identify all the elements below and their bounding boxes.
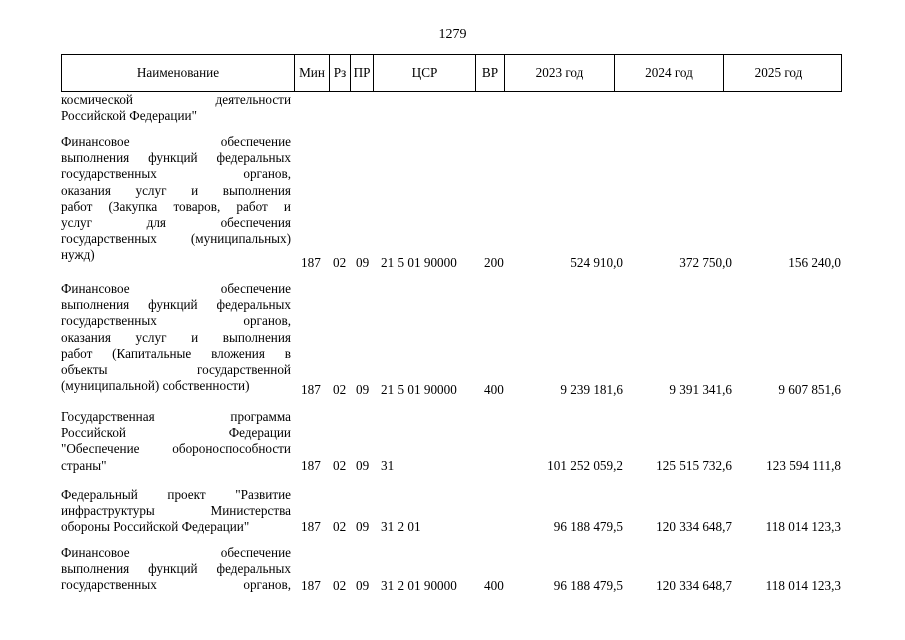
cell-2023: 524 910,0 [570,255,623,270]
cell-rz: 02 [333,382,347,397]
cell-2025: 118 014 123,3 [765,578,841,593]
name-line: выполнения функций федеральных [61,561,291,577]
name-line: космической деятельности [61,92,291,107]
name-line: Финансовое обеспечение [61,281,291,296]
name-line: работ (Закупка товаров, работ и [61,198,291,214]
cell-2023: 101 252 059,2 [547,458,623,473]
name-line: Финансовое обеспечение [61,545,291,560]
name-line: выполнения функций федеральных [61,150,291,166]
cell-min: 187 [301,578,321,593]
name-line: оказания услуг и выполнения [61,182,291,198]
cell-min: 187 [301,255,321,270]
cell-pr: 09 [356,578,370,593]
header-2025: 2025 год [754,65,803,80]
cell-csr: 31 [381,458,395,473]
cell-2024: 9 391 341,6 [669,382,732,397]
cell-rz: 02 [333,458,347,473]
cell-csr: 31 2 01 [381,519,421,534]
cell-2024: 125 515 732,6 [656,458,732,473]
row-values [61,519,842,535]
name-line: государственных органов, [61,313,291,329]
name-line: "Обеспечение обороноспособности [61,441,291,457]
header-pr: ПР [351,55,374,91]
cell-min: 187 [301,458,321,473]
table-header [61,54,842,92]
cell-2023: 9 239 181,6 [560,382,623,397]
name-line: инфраструктуры Министерства [61,503,291,519]
cell-rz: 02 [333,519,347,534]
cell-2025: 9 607 851,6 [778,382,841,397]
name-line: обороны Российской Федерации" [61,519,250,535]
cell-2023: 96 188 479,5 [553,519,623,534]
name-line: Государственная программа [61,409,291,424]
cell-vr: 400 [484,578,504,593]
name-line: Финансовое обеспечение [61,134,291,149]
page-number: 1279 [438,27,467,42]
header-vr: ВР [476,55,505,91]
name-line: выполнения функций федеральных [61,297,291,313]
cell-2024: 372 750,0 [679,255,732,270]
name-line: нужд) [61,247,95,263]
cell-2024: 120 334 648,7 [656,578,732,593]
row-values [61,578,842,594]
cell-2025: 123 594 111,8 [766,458,841,473]
cell-vr: 400 [484,382,504,397]
row-name [61,281,291,394]
name-line: Российской Федерации" [61,108,197,124]
cell-2023: 96 188 479,5 [553,578,623,593]
name-line: (муниципальной) собственности) [61,378,250,394]
header-name: Наименование [62,55,295,91]
cell-csr: 21 5 01 90000 [381,382,457,397]
name-line: услуг для обеспечения [61,214,291,230]
name-line: государственных органов, [61,166,291,182]
name-line: Российской Федерации [61,425,291,441]
cell-min: 187 [301,519,321,534]
cell-csr: 21 5 01 90000 [381,255,457,270]
header-csr: ЦСР [374,55,476,91]
cell-rz: 02 [333,255,347,270]
row-values [61,255,842,271]
cell-vr: 200 [484,255,504,270]
cell-2024: 120 334 648,7 [656,519,732,534]
cell-csr: 31 2 01 90000 [381,578,457,593]
header-2024: 2024 год [615,55,724,91]
cell-pr: 09 [356,458,370,473]
name-line: государственных органов, [61,577,291,593]
cell-pr: 09 [356,519,370,534]
cell-pr: 09 [356,255,370,270]
cell-2025: 156 240,0 [788,255,841,270]
name-line: работ (Капитальные вложения в [61,345,291,361]
name-line: государственных (муниципальных) [61,231,291,247]
row-values [61,382,842,398]
header-min: Мин [295,55,330,91]
cell-min: 187 [301,382,321,397]
header-rz: Рз [330,55,351,91]
cell-2025: 118 014 123,3 [765,519,841,534]
name-line: страны" [61,457,107,473]
row-values [61,458,842,474]
row-name [61,92,291,124]
header-2023: 2023 год [505,55,615,91]
name-line: оказания услуг и выполнения [61,329,291,345]
row-name [61,134,291,264]
cell-pr: 09 [356,382,370,397]
cell-rz: 02 [333,578,347,593]
name-line: объекты государственной [61,361,291,377]
name-line: Федеральный проект "Развитие [61,487,291,502]
